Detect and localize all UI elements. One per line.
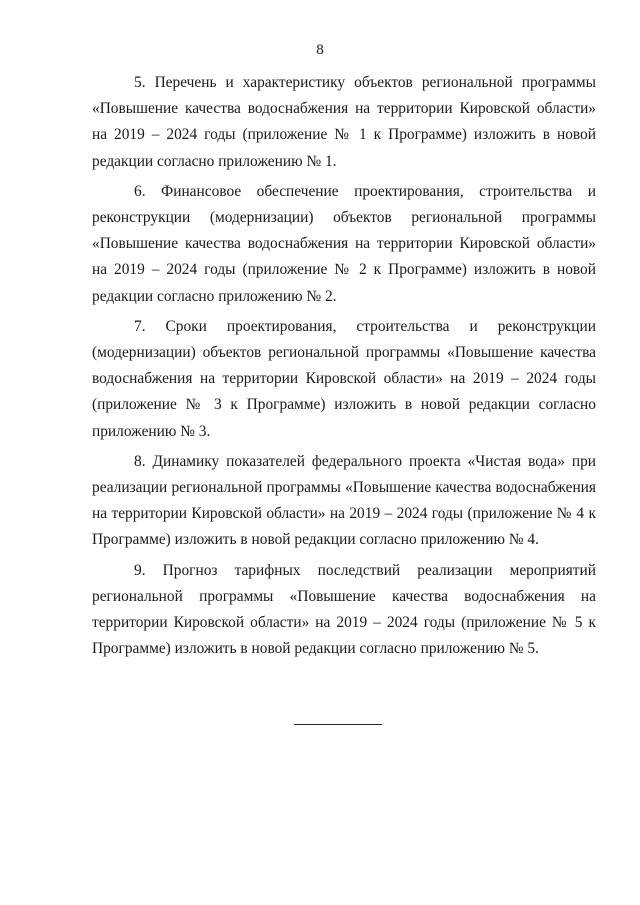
paragraph-6: 6. Финансовое обеспечение проектирования, строительства и реконструкции (модернизации) объектов региональной программы «Повышение качества водоснабжения на территории Кировской области» на 2019 – 2024 годы (приложение № 2 к Программе) изложить в новой редакции согласно приложению № 2. (92, 182, 596, 305)
paragraph-5: 5. Перечень и характеристику объектов региональной программы «Повышение качества водоснабжения на территории Кировской области» на 2019 – 2024 годы (приложение № 1 к Программе) изложить в новой редакции согласно приложению № 1. (92, 74, 596, 170)
page-number: 8 (316, 42, 324, 58)
paragraph-7: 7. Сроки проектирования, строительства и реконструкции (модернизации) объектов региональной программы «Повышение качества водоснабжения на территории Кировской области» на 2019 – 2024 годы (приложение № 3 к Программе) изложить в новой редакции согласно приложению № 3. (92, 317, 596, 440)
paragraph-8: 8. Динамику показателей федерального проекта «Чистая вода» при реализации региональной программы «Повышение качества водоснабжения на территории Кировской области» на 2019 – 2024 годы (приложение № 4 к Программе) изложить в новой редакции согласно приложению № 4. (92, 452, 596, 549)
closing-divider (294, 724, 382, 725)
paragraph-9: 9. Прогноз тарифных последствий реализации мероприятий региональной программы «Повышение качества водоснабжения на территории Кировской области» на 2019 – 2024 годы (приложение № 5 к Программе) изложить в новой редакции согласно приложению № 5. (92, 561, 596, 658)
document-body (92, 70, 596, 666)
